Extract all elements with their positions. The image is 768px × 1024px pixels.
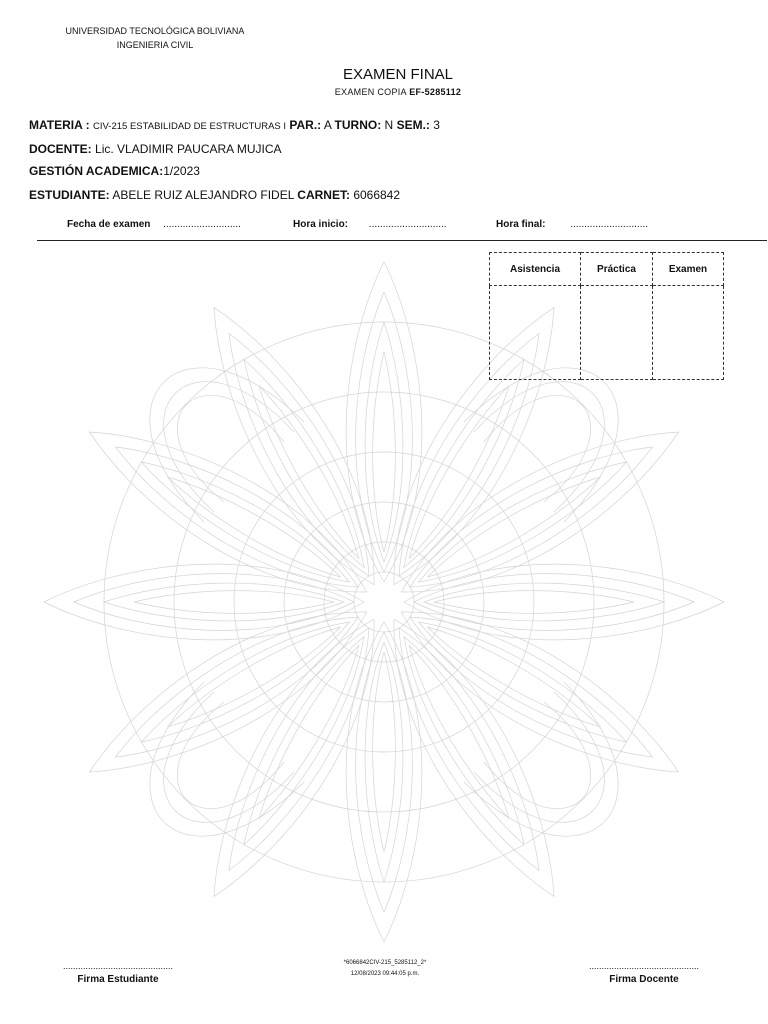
grade-header-asistencia: Asistencia [490,253,581,286]
materia-label: MATERIA : [29,118,90,132]
fecha-examen [67,219,241,230]
document-footer [300,958,470,980]
docente-label: DOCENTE: [29,142,92,156]
materia-line [29,118,440,132]
grade-cell-practica[interactable] [581,286,653,380]
university-name: UNIVERSIDAD TECNOLÓGICA BOLIVIANA [65,26,245,36]
final-value[interactable]: ............................ [570,219,649,230]
copy-code: EF-5285112 [409,87,462,97]
final-label: Hora final: [496,219,546,230]
turno-label: TURNO: [334,118,382,132]
estudiante-label: ESTUDIANTE: [29,188,110,202]
student-signature [52,962,184,985]
gestion-line [29,164,200,178]
university-block [50,24,260,52]
grade-cell-examen[interactable] [652,286,723,380]
gestion-value: 1/2023 [163,164,200,178]
par-label: PAR.: [289,118,322,132]
fecha-value[interactable]: ............................ [163,219,241,230]
carnet-label: CARNET: [297,188,350,202]
docente-value: Lic. VLADIMIR PAUCARA MUJICA [95,142,282,156]
copy-label: EXAMEN COPIA [334,87,407,97]
hora-final [496,219,648,230]
grade-header-examen: Examen [652,253,723,286]
inicio-label: Hora inicio: [293,219,349,230]
header-divider [37,240,767,241]
estudiante-value: ABELE RUIZ ALEJANDRO FIDEL [112,188,294,202]
docente-line [29,142,282,156]
materia-value: CIV-215 ESTABILIDAD DE ESTRUCTURAS I [93,121,287,132]
exam-copy-line [0,87,768,97]
grades-table [489,252,724,380]
inicio-value[interactable]: ............................ [368,219,447,230]
teacher-sign-line[interactable]: ............................................ [588,962,700,970]
teacher-signature [578,962,710,985]
grade-cell-asistencia[interactable] [490,286,581,380]
hora-inicio [293,219,447,230]
document-timestamp: 12/08/2023 09:44:05 p.m. [350,971,420,977]
document-code: *6066842CIV-215_5285112_2* [343,960,427,966]
sem-value: 3 [433,118,440,132]
par-value: A [323,118,332,132]
turno-value: N [384,118,394,132]
faculty-name: INGENIERIA CIVIL [116,40,194,50]
student-sign-line[interactable]: ............................................ [62,962,174,970]
fecha-label: Fecha de examen [67,219,151,230]
exam-title: EXAMEN FINAL [342,66,454,83]
carnet-value: 6066842 [353,188,401,202]
gestion-label: GESTIÓN ACADEMICA: [29,164,164,178]
teacher-sign-label: Firma Docente [609,974,679,985]
student-sign-label: Firma Estudiante [77,974,159,985]
sem-label: SEM.: [396,118,430,132]
estudiante-line [29,188,400,202]
grade-header-practica: Práctica [581,253,653,286]
